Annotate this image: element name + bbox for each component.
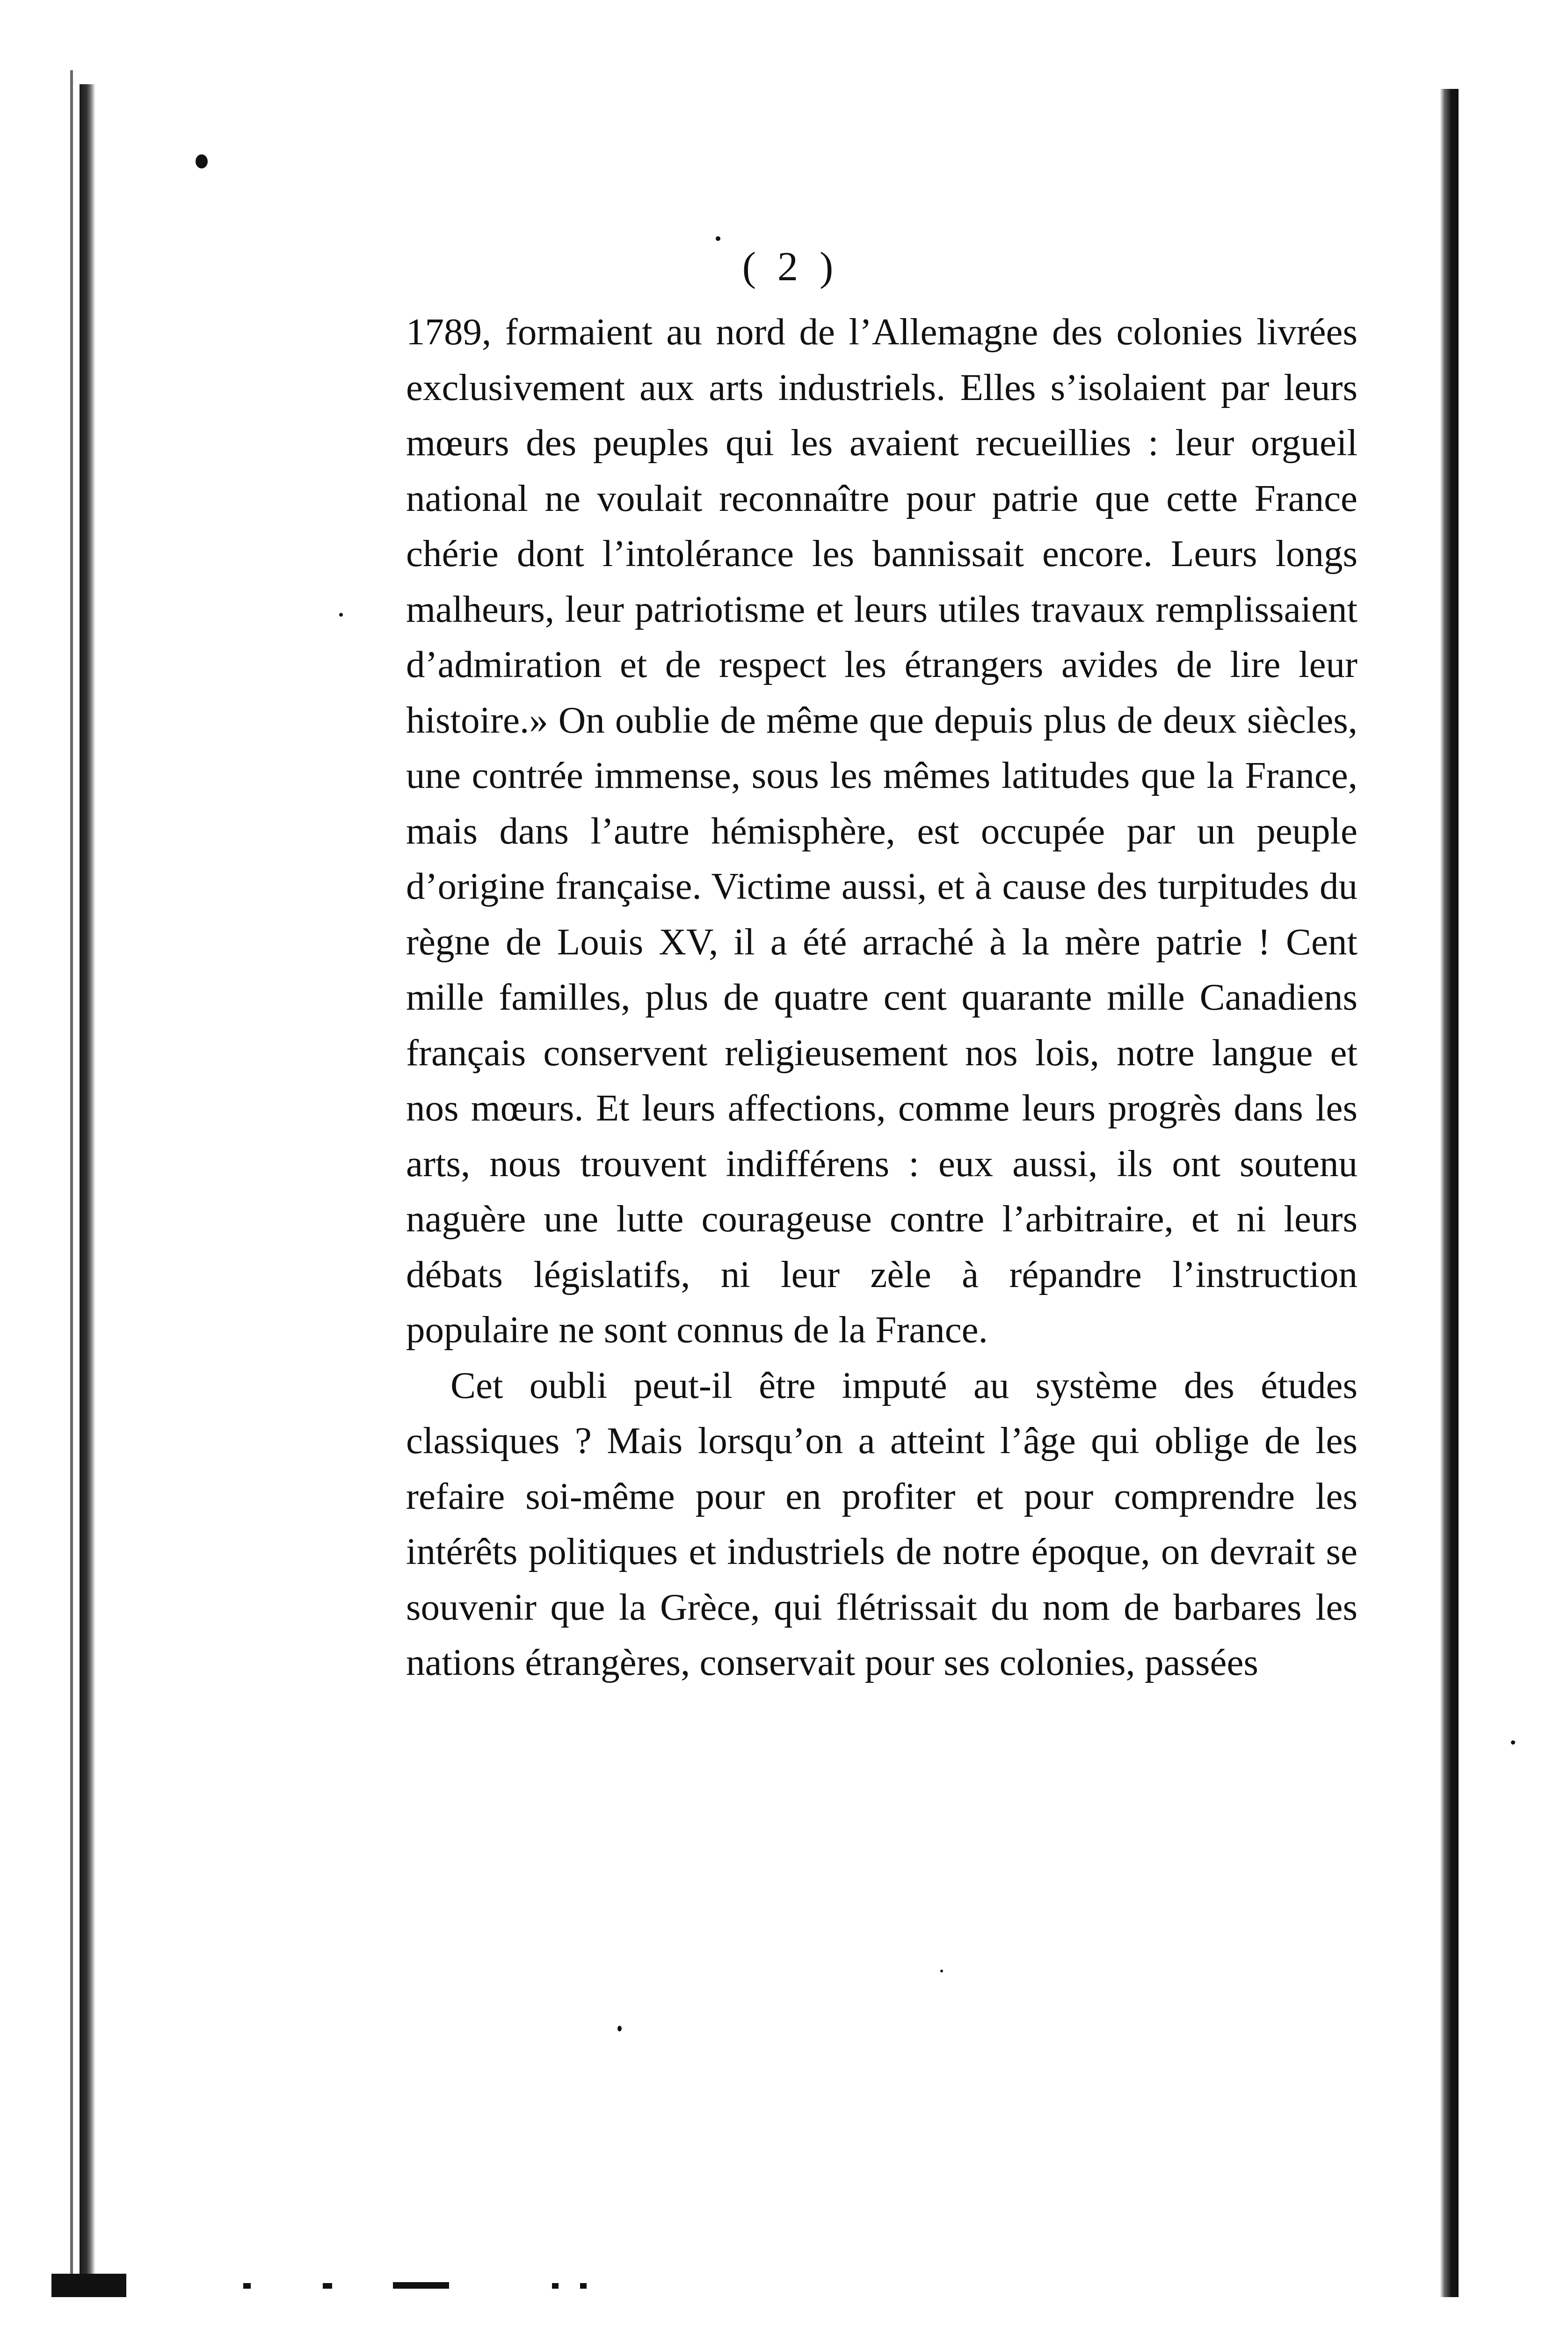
binding-edge-base xyxy=(51,2274,126,2297)
ink-mark xyxy=(243,2283,251,2289)
paragraph: Cet oubli peut-il être imputé au système des études classiques ? Mais lorsqu’on a atteint l’âge qui oblige de les refaire soi-même pour en profiter et pour comprendre les intérêts politiques et industriels de notre époque, on devrait se souvenir que la Grèce, qui flétrissait du nom de barbares les nations étrangères, conservait pour ses colonies, passées xyxy=(406,1364,1357,1683)
page-edge-right xyxy=(1440,89,1459,2297)
ink-mark xyxy=(552,2283,559,2289)
ink-speck xyxy=(716,236,720,241)
ink-speck xyxy=(617,2026,622,2031)
paragraph: 1789, formaient au nord de l’Allemagne des colonies livrées exclusivement aux arts industriels. Elles s’isolaient par leurs mœurs des peuples qui les avaient recueillies : leur orgueil national ne voulait reconnaître pour patrie que cette France chérie dont l’intolérance les bannissait encore. Leurs longs malheurs, leur patriotisme et leurs utiles travaux remplissaient d’admiration et de respect les étrangers avides de lire leur histoire.» On oublie de même que depuis plus de deux siècles, une contrée immense, sous les mêmes latitudes que la France, mais dans l’autre hémisphère, est occupée par un peuple d’origine française. Victime aussi, et à cause des turpitudes du règne de Louis XV, il a été arraché à la mère patrie ! Cent mille familles, plus de quatre cent quarante mille Canadiens français conservent religieusement nos lois, notre langue et nos mœurs. Et leurs affections, comme leurs progrès dans les arts, nous trouvent indifférens : eux aussi, ils ont soutenu naguère une lutte courageuse contre l’arbitraire, et ni leurs débats législatifs, ni leur zèle à répandre l’instruction populaire ne sont connus de la France. xyxy=(406,311,1357,1351)
ink-mark xyxy=(323,2283,332,2289)
ink-speck xyxy=(1511,1740,1515,1745)
ink-mark xyxy=(393,2282,449,2289)
ink-mark xyxy=(580,2283,587,2289)
ink-speck xyxy=(196,154,208,168)
binding-shadow-left xyxy=(70,70,73,2297)
body-text xyxy=(406,304,1357,1690)
ink-speck xyxy=(940,1970,943,1972)
page-number: ( 2 ) xyxy=(742,244,839,290)
binding-edge-left xyxy=(80,84,95,2292)
ink-speck xyxy=(339,613,343,617)
